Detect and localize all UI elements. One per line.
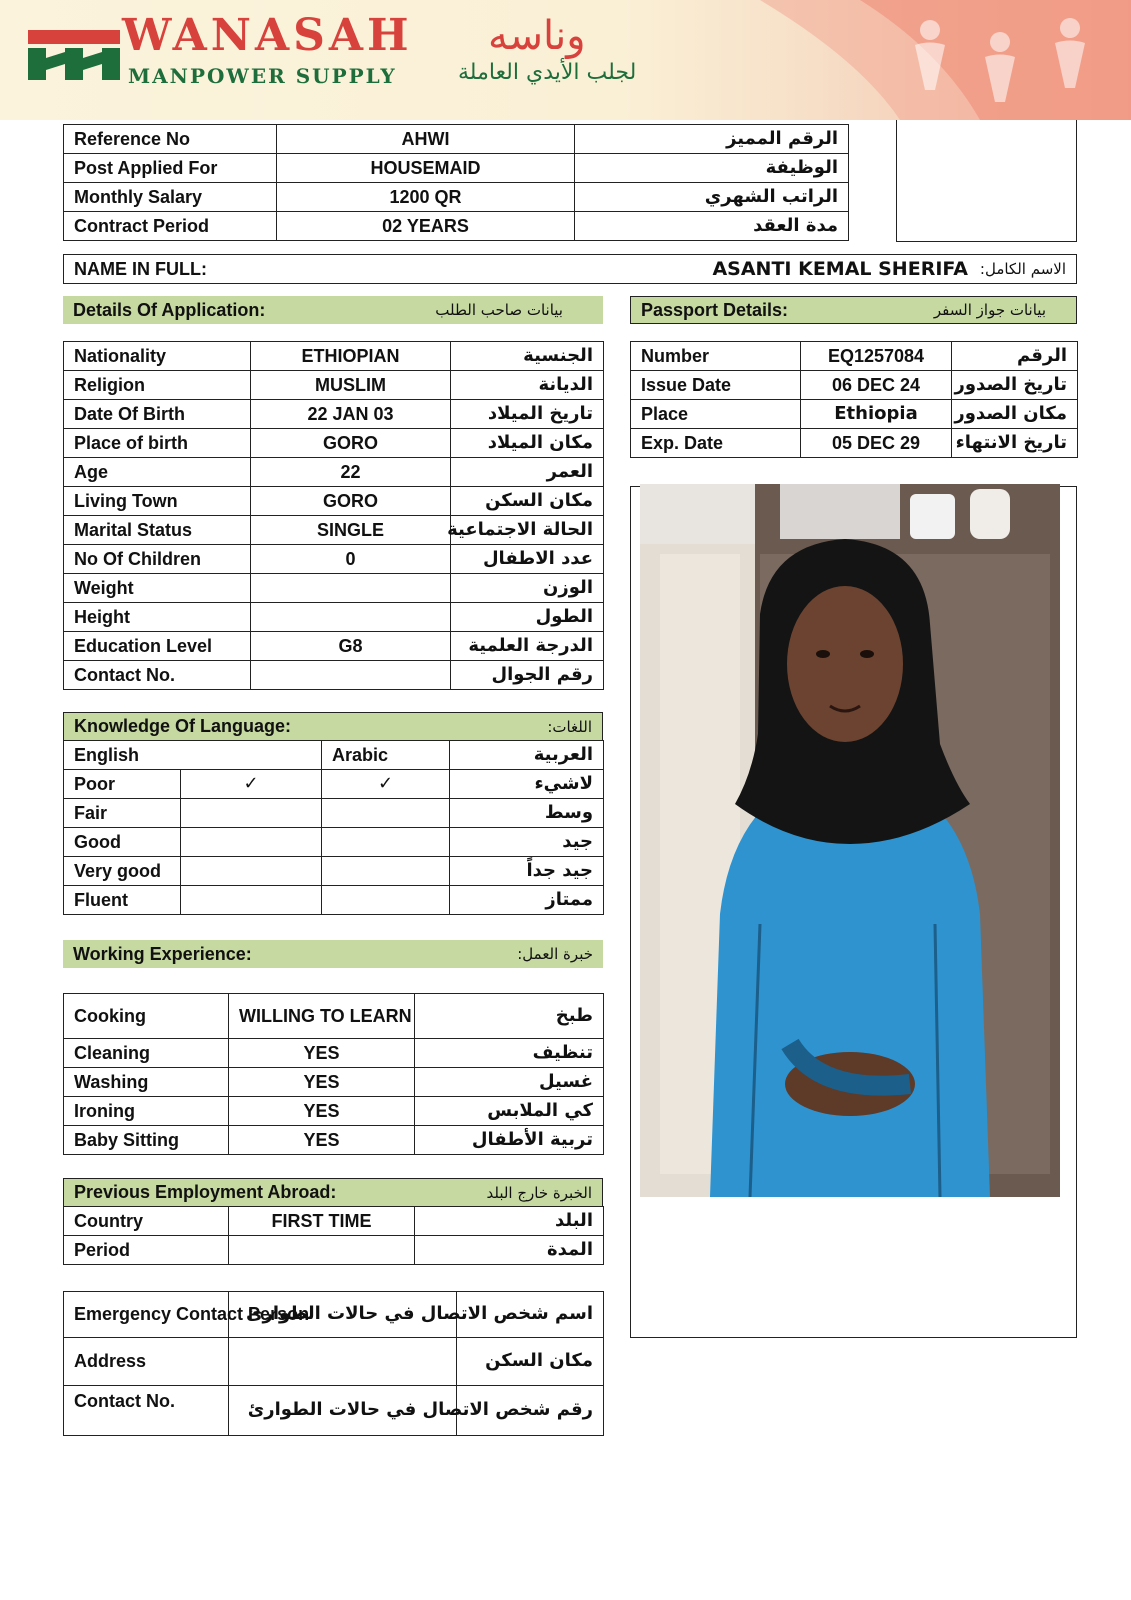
field-label: Post Applied For: [64, 154, 277, 183]
field-label: Country: [64, 1207, 229, 1236]
section-title: Details Of Application:: [73, 299, 266, 320]
field-value: Ethiopia: [801, 400, 952, 429]
table-row: [64, 661, 604, 690]
table-row: [64, 342, 604, 371]
table-row: [64, 400, 604, 429]
table-row: [64, 1039, 604, 1068]
field-label-arabic: الطول: [451, 603, 604, 632]
check-icon: ✓: [322, 770, 450, 799]
field-label: Number: [631, 342, 801, 371]
field-value: GORO: [251, 487, 451, 516]
field-label-arabic: مكان السكن: [451, 487, 604, 516]
field-value: 0: [251, 545, 451, 574]
field-value: [229, 1338, 457, 1386]
level-label-arabic: وسط: [450, 799, 604, 828]
emergency-table: [63, 1291, 604, 1436]
language-table: [63, 740, 604, 915]
field-label: Reference No: [64, 125, 277, 154]
skill-label-arabic: طبخ: [415, 994, 604, 1039]
applicant-photo-image: [640, 484, 1060, 1197]
field-label: Place: [631, 400, 801, 429]
field-label: Age: [64, 458, 251, 487]
skill-label: Cooking: [64, 994, 229, 1039]
table-row: [64, 1068, 604, 1097]
logo-icon: [28, 30, 120, 80]
field-value: 06 DEC 24: [801, 371, 952, 400]
field-label: Contact No.: [64, 661, 251, 690]
level-label: Fluent: [64, 886, 181, 915]
field-label-arabic: الراتب الشهري: [575, 183, 849, 212]
table-row: [64, 1338, 604, 1386]
table-row: [64, 154, 849, 183]
table-row: [64, 741, 604, 770]
table-row: [64, 1292, 604, 1338]
check-icon: ✓: [181, 770, 322, 799]
field-value: FIRST TIME: [229, 1207, 415, 1236]
field-value: 05 DEC 29: [801, 429, 952, 458]
table-row: [64, 1207, 604, 1236]
level-label: Poor: [64, 770, 181, 799]
table-row: [64, 994, 604, 1039]
field-label-arabic: مكان السكن: [457, 1338, 604, 1386]
section-knowledge-of-language: [63, 712, 603, 740]
full-name-value: ASANTI KEMAL SHERIFA: [712, 258, 968, 280]
field-label: Living Town: [64, 487, 251, 516]
section-details-of-application: [63, 296, 603, 324]
field-value: [251, 603, 451, 632]
language-header-arabic-label: العربية: [450, 741, 604, 770]
english-level-cell: [181, 799, 322, 828]
field-value: G8: [251, 632, 451, 661]
field-label: Religion: [64, 371, 251, 400]
field-label: Education Level: [64, 632, 251, 661]
skill-value: YES: [229, 1097, 415, 1126]
section-title-arabic: بيانات جواز السفر: [933, 301, 1046, 319]
table-row: [64, 545, 604, 574]
application-table: [63, 341, 604, 690]
level-label-arabic: لاشيء: [450, 770, 604, 799]
field-label: Contact No.: [64, 1386, 229, 1436]
field-label: Exp. Date: [631, 429, 801, 458]
table-row: [64, 574, 604, 603]
skill-label: Baby Sitting: [64, 1126, 229, 1155]
field-label-arabic: الدرجة العلمية: [451, 632, 604, 661]
table-row: [64, 212, 849, 241]
section-working-experience: [63, 940, 603, 968]
table-row: [631, 371, 1078, 400]
level-label-arabic: ممتاز: [450, 886, 604, 915]
field-label-arabic: عدد الاطفال: [451, 545, 604, 574]
table-row: [64, 125, 849, 154]
skill-label: Cleaning: [64, 1039, 229, 1068]
section-title-arabic: خبرة العمل:: [517, 945, 593, 963]
field-value: [251, 661, 451, 690]
field-label-arabic: الرقم المميز: [575, 125, 849, 154]
field-label-arabic: مكان الصدور: [952, 400, 1078, 429]
section-previous-employment-abroad: [63, 1178, 603, 1206]
field-label-arabic: الوظيفة: [575, 154, 849, 183]
field-label-arabic: مكان الميلاد: [451, 429, 604, 458]
table-row: [64, 1386, 604, 1436]
field-label: Nationality: [64, 342, 251, 371]
table-row: [631, 429, 1078, 458]
brand-name: WANASAH: [122, 10, 413, 61]
field-label-arabic: العمر: [451, 458, 604, 487]
photo-box-small: [896, 120, 1077, 242]
field-label-arabic: الديانة: [451, 371, 604, 400]
skill-value: YES: [229, 1068, 415, 1097]
field-label-arabic: البلد: [415, 1207, 604, 1236]
field-label: Height: [64, 603, 251, 632]
table-row: [64, 603, 604, 632]
field-label-arabic: المدة: [415, 1236, 604, 1265]
field-label: Contract Period: [64, 212, 277, 241]
field-label: Address: [64, 1338, 229, 1386]
field-label-arabic: اسم شخص الاتصال في حالات الطوارئ: [457, 1292, 604, 1338]
skill-label: Washing: [64, 1068, 229, 1097]
field-value: [251, 574, 451, 603]
table-row: [64, 487, 604, 516]
table-row: [631, 342, 1078, 371]
field-value: HOUSEMAID: [277, 154, 575, 183]
section-passport-details: [630, 296, 1077, 324]
field-label-arabic: رقم الجوال: [451, 661, 604, 690]
field-label: Weight: [64, 574, 251, 603]
section-title: Knowledge Of Language:: [74, 716, 292, 736]
skill-value: YES: [229, 1126, 415, 1155]
brand-name-arabic: وناسه: [488, 13, 586, 59]
table-row: [64, 886, 604, 915]
arabic-level-cell: [322, 886, 450, 915]
field-label-arabic: تاريخ الانتهاء: [952, 429, 1078, 458]
table-row: [64, 828, 604, 857]
field-label-arabic: الرقم: [952, 342, 1078, 371]
field-label-arabic: تاريخ الصدور: [952, 371, 1078, 400]
table-row: [64, 429, 604, 458]
section-title: Passport Details:: [641, 299, 789, 320]
field-value: SINGLE: [251, 516, 451, 545]
field-label-arabic: الحالة الاجتماعية: [451, 516, 604, 545]
arabic-level-cell: [322, 828, 450, 857]
section-title: Previous Employment Abroad:: [74, 1182, 337, 1202]
passport-table: [630, 341, 1078, 458]
field-value: GORO: [251, 429, 451, 458]
english-level-cell: [181, 857, 322, 886]
header-banner: [0, 0, 1131, 120]
skill-value: WILLING TO LEARN: [229, 994, 415, 1039]
field-value: AHWI: [277, 125, 575, 154]
level-label-arabic: جيد: [450, 828, 604, 857]
field-label: Issue Date: [631, 371, 801, 400]
english-level-cell: [181, 828, 322, 857]
applicant-photo: [640, 484, 1060, 1197]
section-title-arabic: الخبرة خارج البلد: [486, 1183, 592, 1202]
field-label: Place of birth: [64, 429, 251, 458]
table-row: [64, 857, 604, 886]
table-row: [631, 400, 1078, 429]
abroad-table: [63, 1206, 604, 1265]
field-label-arabic: مدة العقد: [575, 212, 849, 241]
section-title-arabic: بيانات صاحب الطلب: [435, 301, 563, 319]
skill-label: Ironing: [64, 1097, 229, 1126]
language-header-english: English: [64, 741, 322, 770]
full-name-row: [63, 254, 1077, 284]
field-value: 1200 QR: [277, 183, 575, 212]
field-label-arabic: الجنسية: [451, 342, 604, 371]
top-info-table: [63, 124, 849, 241]
arabic-level-cell: [322, 799, 450, 828]
table-row: [64, 632, 604, 661]
field-label-arabic: الوزن: [451, 574, 604, 603]
field-label: Emergency Contact Person: [64, 1292, 229, 1338]
full-name-label: NAME IN FULL:: [74, 258, 207, 279]
field-value: MUSLIM: [251, 371, 451, 400]
level-label: Very good: [64, 857, 181, 886]
table-row: [64, 516, 604, 545]
table-row: [64, 371, 604, 400]
language-header-arabic: Arabic: [322, 741, 450, 770]
section-title: Working Experience:: [73, 943, 252, 964]
table-row: [64, 183, 849, 212]
field-label: Date Of Birth: [64, 400, 251, 429]
full-name-label-arabic: الاسم الكامل:: [979, 260, 1066, 278]
field-label: Marital Status: [64, 516, 251, 545]
table-row: [64, 1126, 604, 1155]
field-value: 22 JAN 03: [251, 400, 451, 429]
experience-table: [63, 993, 604, 1155]
brand-tagline: MANPOWER SUPPLY: [128, 64, 397, 88]
field-label: No Of Children: [64, 545, 251, 574]
level-label: Fair: [64, 799, 181, 828]
table-row: [64, 1097, 604, 1126]
field-label: Monthly Salary: [64, 183, 277, 212]
section-title-arabic: اللغات:: [547, 717, 592, 736]
field-label-arabic: رقم شخص الاتصال في حالات الطوارئ: [457, 1386, 604, 1436]
field-label: Period: [64, 1236, 229, 1265]
english-level-cell: [181, 886, 322, 915]
skill-label-arabic: غسيل: [415, 1068, 604, 1097]
table-row: [64, 799, 604, 828]
level-label: Good: [64, 828, 181, 857]
field-value: 22: [251, 458, 451, 487]
field-label-arabic: تاريخ الميلاد: [451, 400, 604, 429]
skill-label-arabic: كي الملابس: [415, 1097, 604, 1126]
field-value: [229, 1236, 415, 1265]
arabic-level-cell: [322, 857, 450, 886]
level-label-arabic: جيد جداً: [450, 857, 604, 886]
field-value: 02 YEARS: [277, 212, 575, 241]
skill-value: YES: [229, 1039, 415, 1068]
field-value: EQ1257084: [801, 342, 952, 371]
brand-tagline-arabic: لجلب الأيدي العاملة: [458, 60, 637, 85]
table-row: [64, 770, 604, 799]
skill-label-arabic: تنظيف: [415, 1039, 604, 1068]
skill-label-arabic: تربية الأطفال: [415, 1126, 604, 1155]
table-row: [64, 1236, 604, 1265]
table-row: [64, 458, 604, 487]
field-value: ETHIOPIAN: [251, 342, 451, 371]
